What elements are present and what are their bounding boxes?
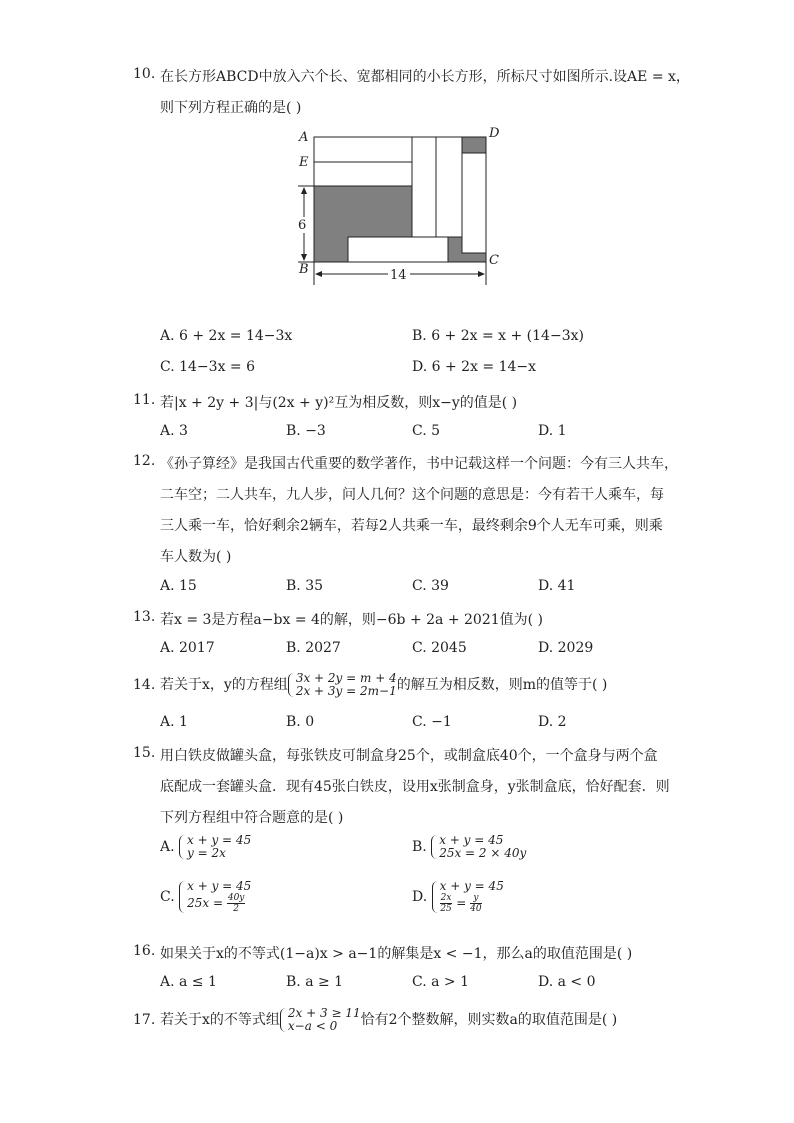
question-text: 三人乘一车，恰好剩余2辆车，若每2人共乘一车，最终剩余9个人无车可乘，则乘 [160, 518, 663, 534]
question-number: 17. [133, 1012, 156, 1028]
small-rect-2 [314, 162, 412, 186]
vertex-label-b: B [299, 262, 309, 277]
option-c[interactable]: C. 5 [412, 423, 441, 439]
vertex-label-c: C [489, 253, 499, 268]
arrow-down-icon [301, 254, 307, 261]
equation-system: x + y = 45 y = 2x [179, 834, 251, 860]
equation-system: x + y = 45 $\frac{2x}{25}$ = $\frac{y}{40}$ [432, 880, 504, 914]
question-number: 12. [133, 453, 156, 469]
vertex-label-d: D [489, 126, 500, 141]
option-b[interactable]: B. x + y = 45 25x = 2 × 40y [412, 833, 527, 860]
option-c[interactable]: C. 14−3x = 6 [160, 359, 255, 375]
fraction: $\frac{2x}{25}$ [440, 893, 452, 914]
small-rect-4 [436, 137, 462, 237]
option-d[interactable]: D. 1 [538, 423, 567, 439]
question-text: 底配成一套罐头盒．现有45张白铁皮，设用x张制盒身，y张制盒底，恰好配套．则 [160, 779, 670, 795]
option-c[interactable]: C. 2045 [412, 640, 467, 656]
question-text: 二车空；二人共车，九人步，问人几何？这个问题的意思是：今有若干人乘车，每 [160, 487, 664, 503]
fraction: $\frac{y}{40}$ [470, 893, 482, 914]
vertex-label-a: A [299, 130, 309, 145]
option-a[interactable]: A. 15 [160, 578, 197, 594]
option-b[interactable]: B. 6 + 2x = x + (14−3x) [412, 328, 584, 344]
option-c[interactable]: C. x + y = 45 25x = $\frac{40y}{2}$ [160, 879, 252, 914]
question-text: 若关于x的不等式组 2x + 3 ≥ 11 x−a < 0 恰有2个整数解，则实数a的取值范围是( ) [160, 1006, 618, 1033]
option-d[interactable]: D. x + y = 45 $\frac{2x}{25}$ = $\frac{y}{40}$ [412, 879, 504, 914]
question-text: 如果关于x的不等式(1−a)x > a−1的解集是x < −1，那么a的取值范围是( ) [160, 946, 633, 962]
shaded-region-top-right [462, 137, 486, 153]
arrow-right-icon [478, 271, 485, 277]
arrow-left-icon [315, 271, 322, 277]
dim-height-label: 6 [298, 218, 307, 233]
question-text: 下列方程组中符合题意的是( ) [160, 810, 344, 826]
option-a[interactable]: A. x + y = 45 y = 2x [160, 833, 252, 860]
option-c[interactable]: C. a > 1 [412, 974, 469, 990]
option-c[interactable]: C. −1 [412, 714, 452, 730]
option-b[interactable]: B. −3 [286, 423, 326, 439]
option-b[interactable]: B. 35 [286, 578, 324, 594]
question-text: 则下列方程正确的是( ) [160, 100, 302, 116]
option-a[interactable]: A. 1 [160, 714, 188, 730]
question-number: 10. [133, 66, 156, 82]
question-text: 若|x + 2y + 3|与(2x + y)²互为相反数，则x−y的值是( ) [160, 395, 518, 411]
question-number: 14. [133, 677, 156, 693]
question-text: 《孙子算经》是我国古代重要的数学著作，书中记载这样一个问题：今有三人共车， [160, 456, 678, 472]
small-rect-1 [314, 137, 412, 162]
question-number: 11. [133, 392, 156, 408]
small-rect-3 [412, 137, 436, 237]
option-b[interactable]: B. a ≥ 1 [286, 974, 344, 990]
option-a[interactable]: A. 2017 [160, 640, 215, 656]
question-text: 车人数为( ) [160, 549, 232, 565]
equation-system: x + y = 45 25x = 2 × 40y [431, 834, 526, 860]
question-number: 15. [133, 745, 156, 761]
option-c[interactable]: C. 39 [412, 578, 449, 594]
small-rect-6 [348, 237, 448, 262]
equation-system: 3x + 2y = m + 4 2x + 3y = 2m−1 [288, 672, 397, 698]
option-a[interactable]: A. 3 [160, 423, 188, 439]
option-d[interactable]: D. 2 [538, 714, 567, 730]
vertex-label-e: E [299, 155, 309, 170]
small-rect-5 [462, 153, 486, 253]
option-d[interactable]: D. 41 [538, 578, 576, 594]
option-d[interactable]: D. 2029 [538, 640, 594, 656]
dim-width-label: 14 [390, 268, 407, 283]
question-text: 若x = 3是方程a−bx = 4的解，则−6b + 2a + 2021值为( ) [160, 612, 544, 628]
question-text: 在长方形ABCD中放入六个长、宽都相同的小长方形，所标尺寸如图所示.设AE = x， [160, 69, 690, 85]
option-a[interactable]: A. 6 + 2x = 14−3x [160, 328, 293, 344]
question-number: 13. [133, 609, 156, 625]
arrow-up-icon [301, 187, 307, 194]
question-number: 16. [133, 943, 156, 959]
option-d[interactable]: D. a < 0 [538, 974, 596, 990]
inequality-system: 2x + 3 ≥ 11 x−a < 0 [280, 1007, 361, 1033]
question-text: 用白铁皮做罐头盒，每张铁皮可制盒身25个，或制盒底40个，一个盒身与两个盒 [160, 748, 658, 764]
question-text: 若关于x，y的方程组 3x + 2y = m + 4 2x + 3y = 2m−1 的解互为相反数，则m的值等于( ) [160, 671, 608, 698]
rectangle-figure [292, 125, 512, 290]
option-b[interactable]: B. 2027 [286, 640, 341, 656]
option-a[interactable]: A. a ≤ 1 [160, 974, 217, 990]
fraction: $\frac{40y}{2}$ [227, 893, 245, 914]
equation-system: x + y = 45 25x = $\frac{40y}{2}$ [179, 880, 251, 914]
option-d[interactable]: D. 6 + 2x = 14−x [412, 359, 537, 375]
option-b[interactable]: B. 0 [286, 714, 315, 730]
